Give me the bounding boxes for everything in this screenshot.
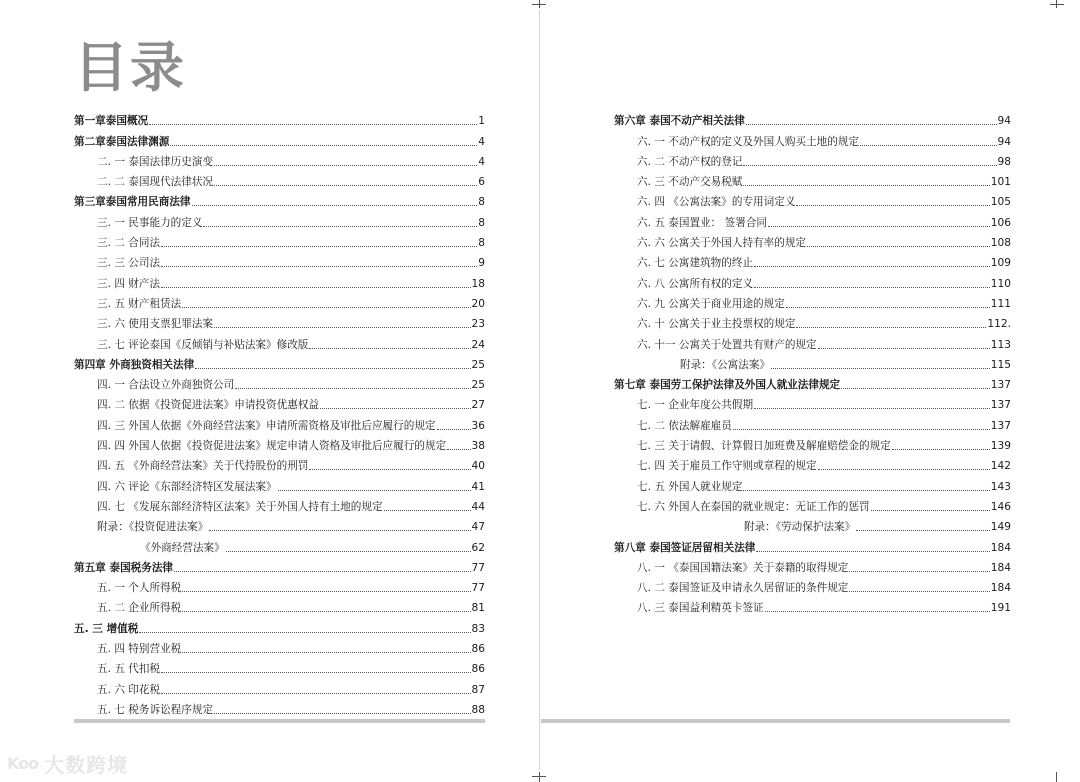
toc-entry[interactable]	[614, 433, 1011, 453]
toc-entry-title: 六. 一 不动产权的定义及外国人购买土地的规定	[637, 135, 859, 148]
toc-page-number: 191	[990, 602, 1011, 615]
toc-page-number: 23	[471, 318, 485, 331]
toc-right-column	[614, 108, 1011, 615]
page-gutter	[539, 10, 540, 770]
toc-entry-title: 八. 三 泰国益利精英卡签证	[637, 602, 764, 615]
footer-rule-left	[74, 719, 485, 723]
toc-dot-leader	[161, 693, 470, 694]
toc-entry-title: 六. 二 不动产权的登记	[637, 155, 743, 168]
toc-dot-leader	[161, 672, 470, 673]
crop-mark	[532, 776, 546, 777]
toc-entry[interactable]	[74, 534, 485, 554]
toc-entry-title: 六. 五 泰国置业： 签署合同	[637, 216, 768, 229]
toc-dot-leader	[765, 611, 990, 612]
crop-mark	[532, 4, 546, 5]
toc-entry[interactable]	[74, 473, 485, 493]
toc-page-number: 4	[478, 135, 485, 148]
toc-dot-leader	[818, 469, 990, 470]
toc-page-number: 146	[990, 500, 1011, 513]
toc-page-number: 4	[478, 155, 485, 168]
toc-entry-title: 第二章泰国法律渊源	[74, 135, 170, 148]
toc-dot-leader	[278, 490, 471, 491]
toc-page-number: 27	[471, 399, 485, 412]
toc-page-number: 77	[471, 582, 485, 595]
toc-page-number: 47	[471, 521, 485, 534]
toc-page-number: 86	[471, 663, 485, 676]
toc-page-number: 18	[471, 277, 485, 290]
toc-entry-title: 二. 一 泰国法律历史演变	[97, 155, 214, 168]
toc-dot-leader	[849, 591, 989, 592]
toc-dot-leader	[214, 165, 477, 166]
toc-page-number: 137	[990, 379, 1011, 392]
toc-entry-title: 三. 七 评论泰国《反倾销与补贴法案》修改版	[97, 338, 309, 351]
toc-entry[interactable]	[74, 108, 485, 128]
toc-entry[interactable]	[74, 128, 485, 148]
toc-dot-leader	[182, 611, 470, 612]
toc-entry[interactable]	[74, 270, 485, 290]
toc-entry-title: 《外商经营法案》	[140, 541, 225, 554]
toc-dot-leader	[309, 469, 470, 470]
toc-entry[interactable]	[614, 534, 1011, 554]
toc-entry-title: 三. 六 使用支票犯罪法案	[97, 318, 214, 331]
toc-entry[interactable]	[614, 169, 1011, 189]
toc-dot-leader	[235, 388, 470, 389]
toc-page-number: 184	[990, 582, 1011, 595]
toc-page-number: 9	[478, 257, 485, 270]
toc-page-number: 112.	[987, 318, 1011, 331]
toc-entry-title: 四. 七 《发展东部经济特区法案》关于外国人持有土地的规定	[97, 500, 383, 513]
toc-entry[interactable]	[74, 149, 485, 169]
toc-dot-leader	[796, 327, 986, 328]
toc-entry[interactable]	[614, 331, 1011, 351]
toc-page-number: 77	[471, 561, 485, 574]
toc-entry-title: 附录：《公寓法案》	[680, 358, 771, 371]
toc-entry-title: 八. 一 《泰国国籍法案》关于泰籍的取得规定	[637, 561, 849, 574]
toc-entry[interactable]	[614, 189, 1011, 209]
toc-left-column	[74, 108, 485, 717]
toc-dot-leader	[743, 185, 989, 186]
toc-page-number: 111	[990, 297, 1011, 310]
toc-entry[interactable]	[614, 555, 1011, 575]
toc-page-number: 24	[471, 338, 485, 351]
toc-dot-leader	[786, 307, 990, 308]
toc-page-number: 139	[990, 440, 1011, 453]
toc-entry[interactable]	[74, 311, 485, 331]
toc-entry[interactable]	[74, 555, 485, 575]
toc-entry[interactable]	[614, 352, 1011, 372]
toc-dot-leader	[841, 388, 990, 389]
toc-dot-leader	[746, 124, 997, 125]
toc-entry-title: 六. 八 公寓所有权的定义	[637, 277, 754, 290]
toc-entry-title: 六. 四 《公寓法案》的专用词定义	[637, 196, 796, 209]
toc-page-number: 41	[471, 480, 485, 493]
toc-dot-leader	[768, 226, 990, 227]
toc-entry-title: 七. 六 外国人在泰国的就业规定：无证工作的惩罚	[637, 500, 870, 513]
toc-page-number: 81	[471, 602, 485, 615]
toc-page-number: 113	[990, 338, 1011, 351]
toc-entry-title: 三. 一 民事能力的定义	[97, 216, 203, 229]
toc-entry-title: 六. 六 公寓关于外国人持有率的规定	[637, 237, 807, 250]
toc-entry-title: 四. 一 合法设立外商独资公司	[97, 379, 235, 392]
toc-dot-leader	[856, 530, 990, 531]
toc-dot-leader	[771, 368, 990, 369]
toc-entry[interactable]	[614, 575, 1011, 595]
toc-entry-title: 第七章 泰国劳工保护法律及外国人就业法律规定	[614, 379, 841, 392]
toc-entry[interactable]	[614, 270, 1011, 290]
toc-entry[interactable]	[614, 412, 1011, 432]
toc-dot-leader	[849, 571, 989, 572]
toc-page-number: 142	[990, 460, 1011, 473]
toc-entry[interactable]	[74, 392, 485, 412]
toc-entry-title: 第六章 泰国不动产相关法律	[614, 115, 745, 128]
toc-dot-leader	[754, 266, 990, 267]
toc-entry-title: 四. 三 外国人依据《外商经营法案》申请所需资格及审批后应履行的规定	[97, 419, 436, 432]
toc-entry[interactable]	[614, 494, 1011, 514]
toc-entry[interactable]	[74, 433, 485, 453]
toc-entry[interactable]	[74, 331, 485, 351]
toc-entry-title: 附录：《投资促进法案》	[97, 521, 209, 534]
toc-entry[interactable]	[74, 575, 485, 595]
toc-page-number: 94	[997, 115, 1011, 128]
toc-page-number: 98	[997, 155, 1011, 168]
toc-page-number: 101	[990, 176, 1011, 189]
toc-dot-leader	[139, 632, 470, 633]
toc-dot-leader	[161, 287, 470, 288]
watermark-mark: Koo	[7, 753, 39, 773]
toc-dot-leader	[818, 348, 990, 349]
toc-dot-leader	[149, 124, 477, 125]
toc-page-number: 83	[471, 622, 485, 635]
toc-page-number: 87	[471, 683, 485, 696]
toc-entry-title: 三. 四 财产法	[97, 277, 161, 290]
toc-page-number: 36	[471, 419, 485, 432]
toc-dot-leader	[226, 551, 471, 552]
toc-entry[interactable]	[614, 108, 1011, 128]
toc-entry[interactable]	[74, 656, 485, 676]
toc-entry[interactable]	[74, 453, 485, 473]
page-title: 目录	[74, 36, 186, 99]
toc-dot-leader	[214, 713, 470, 714]
toc-dot-leader	[384, 510, 471, 511]
toc-dot-leader	[170, 145, 477, 146]
toc-dot-leader	[860, 145, 997, 146]
toc-page-number: 62	[471, 541, 485, 554]
toc-entry[interactable]	[614, 514, 1011, 534]
toc-dot-leader	[796, 205, 989, 206]
toc-entry[interactable]	[614, 250, 1011, 270]
toc-entry-title: 六. 十一 公寓关于处置共有财产的规定	[637, 338, 817, 351]
toc-dot-leader	[182, 591, 470, 592]
toc-dot-leader	[182, 652, 470, 653]
toc-entry-title: 七. 五 外国人就业规定	[637, 480, 743, 493]
toc-page-number: 8	[478, 237, 485, 250]
toc-entry[interactable]	[74, 514, 485, 534]
toc-entry[interactable]	[74, 250, 485, 270]
toc-page-number: 6	[478, 176, 485, 189]
toc-entry[interactable]	[74, 209, 485, 229]
toc-entry[interactable]	[614, 595, 1011, 615]
toc-entry-title: 七. 三 关于请假、计算假日加班费及解雇赔偿金的规定	[637, 440, 891, 453]
toc-dot-leader	[892, 449, 990, 450]
toc-entry[interactable]	[74, 189, 485, 209]
toc-entry-title: 二. 二 泰国现代法律状况	[97, 176, 214, 189]
toc-entry-title: 第一章泰国概况	[74, 115, 149, 128]
toc-page-number: 110	[990, 277, 1011, 290]
toc-entry-title: 五. 五 代扣税	[97, 663, 161, 676]
toc-entry-title: 七. 四 关于雇员工作守则或章程的规定	[637, 460, 817, 473]
toc-entry[interactable]	[74, 494, 485, 514]
toc-page-number: 108	[990, 237, 1011, 250]
toc-page-number: 38	[471, 440, 485, 453]
toc-entry[interactable]	[74, 230, 485, 250]
toc-dot-leader	[192, 205, 478, 206]
toc-dot-leader	[754, 408, 990, 409]
toc-entry[interactable]	[74, 697, 485, 717]
toc-entry-title: 六. 三 不动产交易税赋	[637, 176, 743, 189]
toc-entry[interactable]	[74, 352, 485, 372]
toc-entry-title: 八. 二 泰国签证及申请永久居留证的条件规定	[637, 582, 849, 595]
toc-entry-title: 五. 一 个人所得税	[97, 582, 182, 595]
toc-entry[interactable]	[614, 392, 1011, 412]
footer-rule-right	[541, 719, 1010, 723]
toc-entry[interactable]	[74, 595, 485, 615]
toc-page-number: 109	[990, 257, 1011, 270]
toc-page-number: 105	[990, 196, 1011, 209]
toc-entry-title: 五. 七 税务诉讼程序规定	[97, 703, 214, 716]
toc-page-number: 184	[990, 561, 1011, 574]
toc-entry-title: 五. 三 增值税	[74, 622, 139, 635]
crop-mark	[1050, 4, 1064, 5]
toc-entry[interactable]	[74, 372, 485, 392]
toc-page-number: 94	[997, 135, 1011, 148]
toc-page-number: 8	[478, 216, 485, 229]
toc-entry[interactable]	[614, 128, 1011, 148]
toc-entry-title: 第三章泰国常用民商法律	[74, 196, 191, 209]
toc-entry-title: 六. 九 公寓关于商业用途的规定	[637, 297, 785, 310]
toc-dot-leader	[174, 571, 470, 572]
toc-page-number: 106	[990, 216, 1011, 229]
toc-entry[interactable]	[74, 291, 485, 311]
toc-dot-leader	[182, 307, 470, 308]
toc-entry[interactable]	[614, 149, 1011, 169]
toc-entry[interactable]	[74, 676, 485, 696]
toc-entry-title: 五. 二 企业所得税	[97, 602, 182, 615]
toc-dot-leader	[203, 226, 477, 227]
toc-dot-leader	[209, 530, 470, 531]
toc-dot-leader	[161, 246, 477, 247]
toc-dot-leader	[743, 490, 989, 491]
toc-entry[interactable]	[614, 372, 1011, 392]
toc-dot-leader	[871, 510, 990, 511]
toc-dot-leader	[309, 348, 470, 349]
toc-page-number: 1	[478, 115, 485, 128]
toc-entry-title: 附录：《劳动保护法案》	[744, 521, 856, 534]
toc-dot-leader	[214, 327, 470, 328]
toc-page-number: 137	[990, 419, 1011, 432]
toc-entry[interactable]	[74, 169, 485, 189]
toc-entry-title: 四. 四 外国人依据《投资促进法案》规定申请人资格及审批后应履行的规定	[97, 440, 447, 453]
toc-page-number: 20	[471, 297, 485, 310]
toc-entry[interactable]	[74, 615, 485, 635]
toc-entry-title: 三. 五 财产租赁法	[97, 297, 182, 310]
watermark-name: 大数跨境	[44, 752, 129, 777]
toc-page-number: 25	[471, 358, 485, 371]
watermark-logo	[7, 750, 128, 776]
toc-entry[interactable]	[614, 453, 1011, 473]
toc-entry-title: 七. 二 依法解雇雇员	[637, 419, 732, 432]
toc-entry-title: 三. 三 公司法	[97, 257, 161, 270]
toc-dot-leader	[195, 368, 470, 369]
toc-entry-title: 六. 七 公寓建筑物的终止	[637, 257, 754, 270]
toc-entry[interactable]	[74, 412, 485, 432]
toc-entry[interactable]	[614, 209, 1011, 229]
toc-page-number: 25	[471, 379, 485, 392]
toc-entry-title: 第四章 外商独资相关法律	[74, 358, 195, 371]
toc-dot-leader	[743, 165, 996, 166]
toc-entry-title: 四. 六 评论《东部经济特区发展法案》	[97, 480, 277, 493]
toc-entry-title: 第八章 泰国签证居留相关法律	[614, 541, 756, 554]
toc-entry[interactable]	[74, 636, 485, 656]
toc-dot-leader	[437, 429, 471, 430]
toc-dot-leader	[807, 246, 990, 247]
toc-page-number: 115	[990, 358, 1011, 371]
toc-page-number: 88	[471, 703, 485, 716]
toc-entry[interactable]	[614, 291, 1011, 311]
toc-dot-leader	[214, 185, 477, 186]
toc-page-number: 44	[471, 500, 485, 513]
toc-entry-title: 七. 一 企业年度公共假期	[637, 399, 754, 412]
toc-entry-title: 四. 二 依据《投资促进法案》申请投资优惠权益	[97, 399, 319, 412]
toc-page-number: 8	[478, 196, 485, 209]
toc-dot-leader	[754, 287, 990, 288]
toc-entry-title: 第五章 泰国税务法律	[74, 561, 174, 574]
toc-entry-title: 六. 十 公寓关于业主投票权的规定	[637, 318, 796, 331]
toc-page-number: 86	[471, 643, 485, 656]
toc-entry-title: 五. 六 印花税	[97, 683, 161, 696]
toc-entry[interactable]	[614, 230, 1011, 250]
toc-entry[interactable]	[614, 473, 1011, 493]
toc-page-number: 143	[990, 480, 1011, 493]
toc-entry[interactable]	[614, 311, 1011, 331]
toc-page-number: 149	[990, 521, 1011, 534]
toc-page-number: 184	[990, 541, 1011, 554]
toc-dot-leader	[320, 408, 471, 409]
toc-entry-title: 四. 五 《外商经营法案》关于代持股份的刑罚	[97, 460, 309, 473]
toc-dot-leader	[733, 429, 990, 430]
toc-dot-leader	[756, 551, 989, 552]
toc-dot-leader	[447, 449, 470, 450]
toc-page-number: 40	[471, 460, 485, 473]
toc-entry-title: 三. 二 合同法	[97, 237, 161, 250]
crop-mark	[539, 772, 540, 782]
toc-dot-leader	[161, 266, 477, 267]
toc-page-number: 137	[990, 399, 1011, 412]
crop-mark	[1056, 772, 1057, 782]
toc-entry-title: 五. 四 特别营业税	[97, 643, 182, 656]
